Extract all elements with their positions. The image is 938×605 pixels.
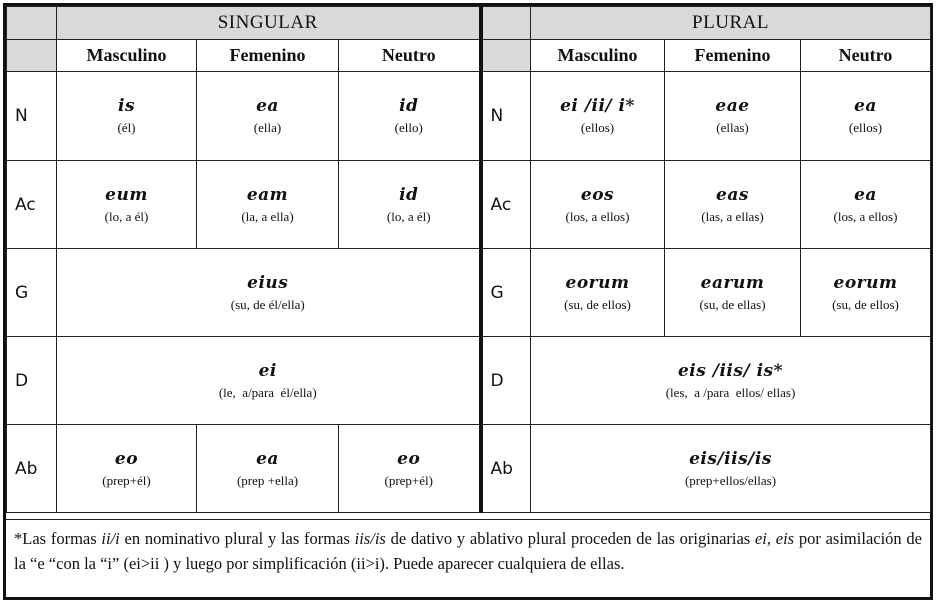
case-label: N	[7, 72, 57, 161]
corner-cell	[7, 7, 57, 40]
case-label: G	[481, 249, 531, 337]
form-cell: eo (prep+él)	[339, 425, 481, 513]
plural-header: PLURAL	[531, 7, 931, 40]
corner-cell-plural-2	[481, 40, 531, 72]
form-cell: is (él)	[57, 72, 197, 161]
form-cell: ea (los, a ellos)	[801, 161, 931, 249]
table-row-ablative	[7, 425, 931, 513]
table-row-dative	[7, 337, 931, 425]
form-cell: eam (la, a ella)	[197, 161, 339, 249]
form-cell: eae (ellas)	[665, 72, 801, 161]
form-cell: eo (prep+él)	[57, 425, 197, 513]
footnote: *Las formas ii/i en nominativo plural y las formas iis/is de dativo y ablativo plural proceden de las originarias ei, eis por asimilación de la “e “con la “i” (ei>ii ) y luego por simplificación (ii>i). Puede aparecer cualquiera de ellas.	[6, 519, 930, 597]
sing-fem-header: Femenino	[197, 40, 339, 72]
form-cell: eas (las, a ellas)	[665, 161, 801, 249]
form-cell: id (lo, a él)	[339, 161, 481, 249]
case-label: Ac	[481, 161, 531, 249]
table-row-accusative	[7, 161, 931, 249]
form-cell: ea (prep +ella)	[197, 425, 339, 513]
form-cell: ea (ella)	[197, 72, 339, 161]
plur-masc-header: Masculino	[531, 40, 665, 72]
table-row-nominative	[7, 72, 931, 161]
form-cell: id (ello)	[339, 72, 481, 161]
case-label: Ac	[7, 161, 57, 249]
form-cell: eorum (su, de ellos)	[801, 249, 931, 337]
sing-neut-header: Neutro	[339, 40, 481, 72]
form-cell-merged: eis /iis/ is* (les, a /para ellos/ ellas)	[531, 337, 931, 425]
sing-masc-header: Masculino	[57, 40, 197, 72]
form-cell-merged: eis/iis/is (prep+ellos/ellas)	[531, 425, 931, 513]
form-cell-merged: eius (su, de él/ella)	[57, 249, 481, 337]
number-header-row	[7, 7, 931, 40]
form-cell: eos (los, a ellos)	[531, 161, 665, 249]
case-label: D	[7, 337, 57, 425]
declension-table	[6, 6, 931, 513]
case-label: N	[481, 72, 531, 161]
plur-fem-header: Femenino	[665, 40, 801, 72]
gender-header-row	[7, 40, 931, 72]
form-cell: ea (ellos)	[801, 72, 931, 161]
case-label: Ab	[481, 425, 531, 513]
form-cell: eum (lo, a él)	[57, 161, 197, 249]
corner-cell-2	[7, 40, 57, 72]
table-row-genitive	[7, 249, 931, 337]
case-label: G	[7, 249, 57, 337]
case-label: D	[481, 337, 531, 425]
form-cell: eorum (su, de ellos)	[531, 249, 665, 337]
case-label: Ab	[7, 425, 57, 513]
form-cell: earum (su, de ellas)	[665, 249, 801, 337]
plur-neut-header: Neutro	[801, 40, 931, 72]
form-cell-merged: ei (le, a/para él/ella)	[57, 337, 481, 425]
corner-cell-plural	[481, 7, 531, 40]
form-cell: ei /ii/ i* (ellos)	[531, 72, 665, 161]
singular-header: SINGULAR	[57, 7, 481, 40]
declension-table-frame	[3, 3, 933, 600]
